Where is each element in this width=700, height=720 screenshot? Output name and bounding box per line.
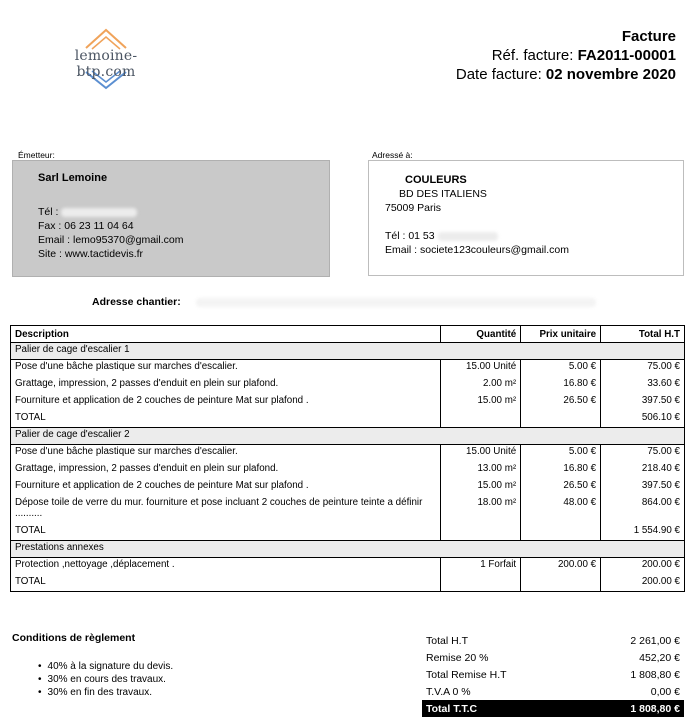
client-tel-text: Tél : 01 53 (385, 230, 435, 242)
row-description: Dépose toile de verre du mur. fourniture et pose incluant 2 couches de peinture teinte a définir .......... (11, 496, 441, 524)
client-tel (385, 229, 673, 243)
row-quantity: 13.00 m² (441, 462, 521, 479)
invoice-title: Facture (621, 28, 676, 45)
row-unit-price: 26.50 € (521, 394, 601, 411)
row-description: Fourniture et application de 2 couches de peinture Mat sur plafond . (11, 394, 441, 411)
chantier-label: Adresse chantier: (92, 296, 181, 308)
header-total: Total H.T (601, 326, 685, 343)
row-unit-price: 16.80 € (521, 377, 601, 394)
logo-text: lemoine-btp.com (74, 48, 138, 80)
section-header-row (11, 343, 685, 360)
redacted-bar (61, 208, 137, 217)
table-row (11, 462, 685, 479)
emetteur-name-text: Sarl Lemoine (38, 172, 108, 184)
totals-table (422, 632, 684, 717)
section-total-value: 1 554.90 € (601, 524, 685, 541)
row-unit-price: 16.80 € (521, 462, 601, 479)
totals-value: 0,00 € (650, 685, 680, 698)
section-title: Palier de cage d'escalier 1 (11, 343, 685, 360)
section-total-label: TOTAL (11, 524, 441, 541)
table-row (11, 479, 685, 496)
table-row (11, 558, 685, 575)
section-total-row (11, 575, 685, 592)
invoice-date-value: 02 novembre 2020 (545, 66, 676, 83)
client-name: COULEURS (405, 174, 467, 186)
emetteur-box (12, 160, 330, 277)
row-quantity: 15.00 m² (441, 479, 521, 496)
table-row (11, 394, 685, 411)
totals-row (422, 649, 684, 666)
totals-ttc-value: 1 808,80 € (581, 700, 684, 717)
row-description: Pose d'une bâche plastique sur marches d'escalier. (11, 360, 441, 377)
totals-value: 2 261,00 € (630, 634, 680, 647)
row-unit-price: 5.00 € (521, 445, 601, 462)
row-total: 75.00 € (601, 445, 685, 462)
row-quantity: 15.00 Unité (441, 445, 521, 462)
row-description: Grattage, impression, 2 passes d'enduit en plein sur plafond. (11, 377, 441, 394)
redacted-bar (438, 232, 498, 241)
adresse-label: Adressé à: (372, 150, 413, 160)
totals-label: Remise 20 % (426, 651, 489, 664)
row-unit-price: 200.00 € (521, 558, 601, 575)
header-prix: Prix unitaire (521, 326, 601, 343)
header-quantite: Quantité (441, 326, 521, 343)
totals-row (422, 683, 684, 700)
emetteur-tel (38, 205, 317, 219)
emetteur-tel-text: Tél : (38, 206, 59, 218)
section-header-row (11, 428, 685, 445)
conditions-list (12, 660, 173, 699)
row-total: 397.50 € (601, 394, 685, 411)
items-table (10, 325, 685, 592)
emetteur-fax: Fax : 06 23 11 04 64 (38, 220, 134, 232)
section-title: Palier de cage d'escalier 2 (11, 428, 685, 445)
section-total-value: 200.00 € (601, 575, 685, 592)
emetteur-site: Site : www.tactidevis.fr (38, 248, 144, 260)
totals-ttc-label: Total T.T.C (422, 700, 581, 717)
row-quantity: 1 Forfait (441, 558, 521, 575)
conditions-title: Conditions de règlement (12, 632, 136, 644)
emetteur-label: Émetteur: (18, 150, 55, 160)
invoice-ref (456, 46, 676, 65)
section-title: Prestations annexes (11, 541, 685, 558)
company-logo (46, 28, 166, 90)
section-total-value: 506.10 € (601, 411, 685, 428)
totals-label: Total Remise H.T (426, 668, 507, 681)
table-row (11, 360, 685, 377)
totals-row (422, 632, 684, 649)
row-quantity: 15.00 m² (441, 394, 521, 411)
row-unit-price: 48.00 € (521, 496, 601, 524)
table-header-row (11, 326, 685, 343)
totals-value: 452,20 € (639, 651, 680, 664)
client-address-line1: BD DES ITALIENS (399, 188, 487, 200)
invoice-date (456, 65, 676, 84)
redacted-bar (196, 298, 596, 307)
payment-conditions (12, 632, 173, 699)
table-row (11, 445, 685, 462)
row-description: Protection ,nettoyage ,déplacement . (11, 558, 441, 575)
row-total: 33.60 € (601, 377, 685, 394)
row-total: 864.00 € (601, 496, 685, 524)
totals-row (422, 666, 684, 683)
header-description: Description (11, 326, 441, 343)
row-total: 397.50 € (601, 479, 685, 496)
row-total: 218.40 € (601, 462, 685, 479)
totals-value: 1 808,80 € (630, 668, 680, 681)
section-header-row (11, 541, 685, 558)
list-item: • 30% en fin des travaux. (38, 686, 173, 699)
row-description: Grattage, impression, 2 passes d'enduit en plein sur plafond. (11, 462, 441, 479)
table-row (11, 496, 685, 524)
chantier-redacted (196, 294, 616, 304)
list-item: • 30% en cours des travaux. (38, 673, 173, 686)
row-description: Fourniture et application de 2 couches de peinture Mat sur plafond . (11, 479, 441, 496)
adresse-box (368, 160, 684, 276)
section-total-label: TOTAL (11, 411, 441, 428)
client-email: Email : societe123couleurs@gmail.com (385, 244, 569, 256)
list-item: • 40% à la signature du devis. (38, 660, 173, 673)
client-address-line2: 75009 Paris (385, 202, 442, 214)
row-quantity: 18.00 m² (441, 496, 521, 524)
emetteur-email: Email : lemo95370@gmail.com (38, 234, 184, 246)
invoice-ref-label: Réf. facture: (491, 47, 574, 64)
section-total-row (11, 524, 685, 541)
table-row (11, 377, 685, 394)
invoice-date-label: Date facture: (455, 66, 542, 83)
row-unit-price: 5.00 € (521, 360, 601, 377)
totals-ttc-row (422, 700, 684, 717)
row-unit-price: 26.50 € (521, 479, 601, 496)
invoice-ref-value: FA2011-00001 (577, 47, 676, 64)
row-total: 75.00 € (601, 360, 685, 377)
section-total-row (11, 411, 685, 428)
row-description: Pose d'une bâche plastique sur marches d'escalier. (11, 445, 441, 462)
totals-label: T.V.A 0 % (426, 685, 471, 698)
totals-label: Total H.T (426, 634, 469, 647)
emetteur-name (38, 171, 317, 185)
invoice-header (456, 28, 676, 84)
section-total-label: TOTAL (11, 575, 441, 592)
row-total: 200.00 € (601, 558, 685, 575)
row-quantity: 15.00 Unité (441, 360, 521, 377)
row-quantity: 2.00 m² (441, 377, 521, 394)
